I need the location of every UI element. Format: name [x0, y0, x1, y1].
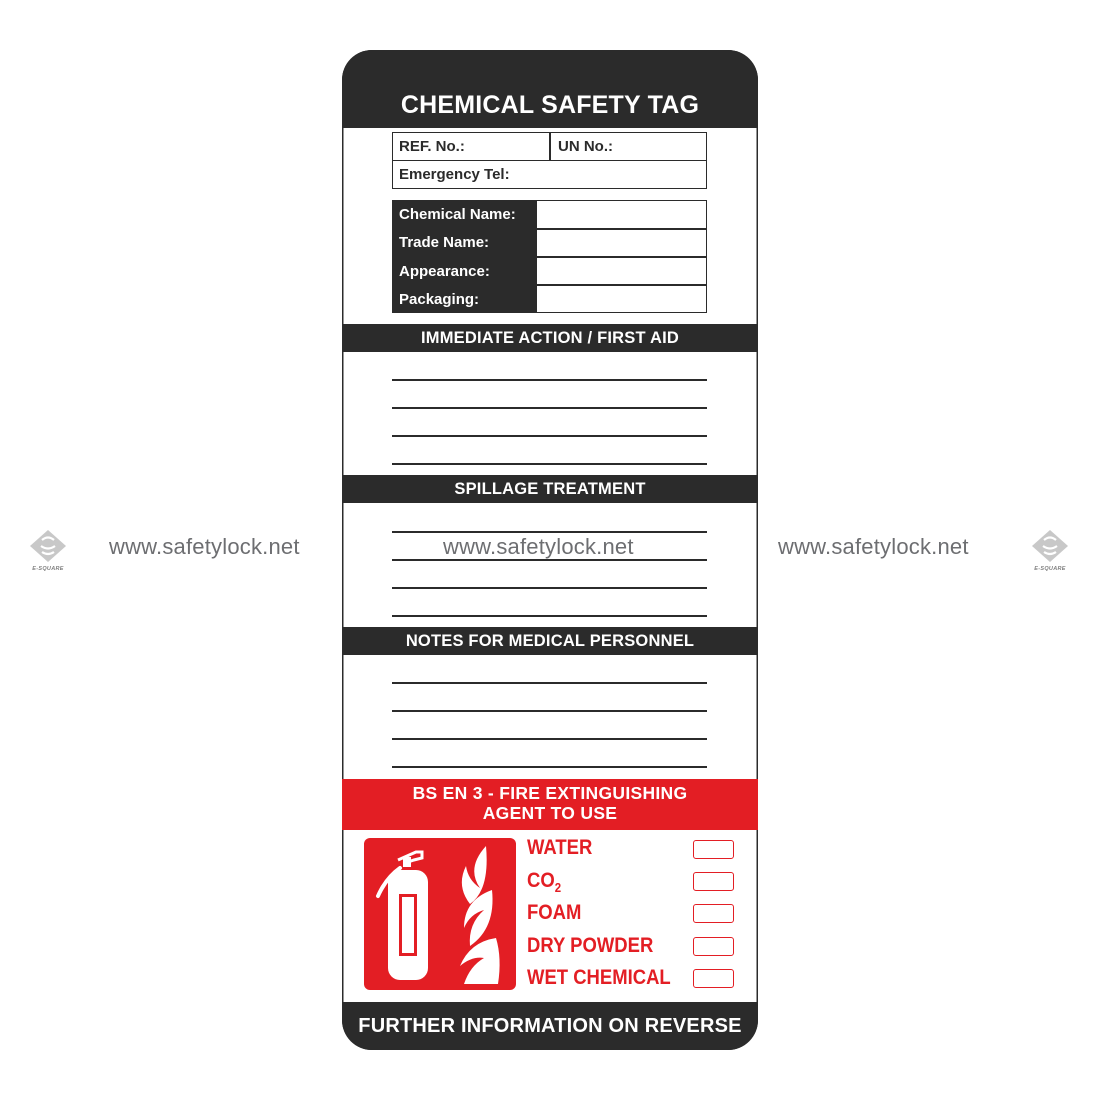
- spillage-band: [342, 475, 758, 503]
- packaging-label: Packaging:: [399, 291, 480, 308]
- tag-title: CHEMICAL SAFETY TAG: [400, 91, 700, 119]
- first-aid-band: [342, 324, 758, 352]
- first-aid-heading: IMMEDIATE ACTION / FIRST AID: [421, 329, 679, 347]
- write-line: [392, 435, 707, 437]
- watermark-url: www.safetylock.net: [778, 534, 969, 559]
- fire-extinguisher-icon: [364, 838, 516, 990]
- chemical-name-label: Chemical Name:: [399, 206, 516, 223]
- water-checkbox[interactable]: [693, 840, 734, 859]
- write-line: [392, 738, 707, 740]
- watermark-url: www.safetylock.net: [109, 534, 300, 559]
- field-divider: [537, 228, 706, 230]
- watermark-url: www.safetylock.net: [443, 534, 634, 559]
- write-line: [392, 766, 707, 768]
- agent-dry-powder-label: DRY POWDER: [527, 934, 654, 957]
- write-line: [392, 407, 707, 409]
- write-line: [392, 379, 707, 381]
- field-divider: [537, 284, 706, 286]
- write-line: [392, 710, 707, 712]
- ref-divider: [549, 133, 551, 160]
- logo-caption: E-SQUARE: [1034, 566, 1066, 572]
- appearance-label: Appearance:: [399, 263, 490, 280]
- write-line: [392, 531, 707, 533]
- logo-caption: E-SQUARE: [32, 566, 64, 572]
- agent-foam-label: FOAM: [527, 901, 582, 924]
- agent-co2-label: [527, 869, 561, 895]
- fire-agent-heading-line1: BS EN 3 - FIRE EXTINGUISHING: [412, 783, 688, 803]
- medical-notes-band: [342, 627, 758, 655]
- foam-checkbox[interactable]: [693, 904, 734, 923]
- chemical-details-table: [392, 200, 707, 313]
- esquare-logo: [28, 528, 68, 572]
- agent-wet-chemical-label: WET CHEMICAL: [527, 966, 671, 989]
- footer-text: FURTHER INFORMATION ON REVERSE: [358, 1015, 742, 1037]
- un-no-label: UN No.:: [558, 138, 613, 155]
- dry-powder-checkbox[interactable]: [693, 937, 734, 956]
- ref-no-label: REF. No.:: [399, 138, 465, 155]
- fire-agent-band: [342, 779, 758, 830]
- esquare-logo: [1030, 528, 1070, 572]
- co2-main: CO: [527, 869, 555, 892]
- emergency-tel-label: Emergency Tel:: [399, 166, 510, 183]
- co2-checkbox[interactable]: [693, 872, 734, 891]
- write-line: [392, 587, 707, 589]
- medical-notes-heading: NOTES FOR MEDICAL PERSONNEL: [405, 632, 695, 650]
- fire-agent-heading-line2: AGENT TO USE: [482, 803, 618, 823]
- wet-chemical-checkbox[interactable]: [693, 969, 734, 988]
- co2-subscript: 2: [554, 880, 562, 896]
- spillage-heading: SPILLAGE TREATMENT: [454, 480, 646, 498]
- write-line: [392, 463, 707, 465]
- footer-band: [342, 1002, 758, 1050]
- agent-water-label: WATER: [527, 836, 593, 859]
- reference-table: [392, 132, 707, 189]
- trade-name-label: Trade Name:: [399, 234, 490, 251]
- write-line: [392, 615, 707, 617]
- field-divider: [537, 256, 706, 258]
- title-band: [342, 50, 758, 128]
- write-line: [392, 682, 707, 684]
